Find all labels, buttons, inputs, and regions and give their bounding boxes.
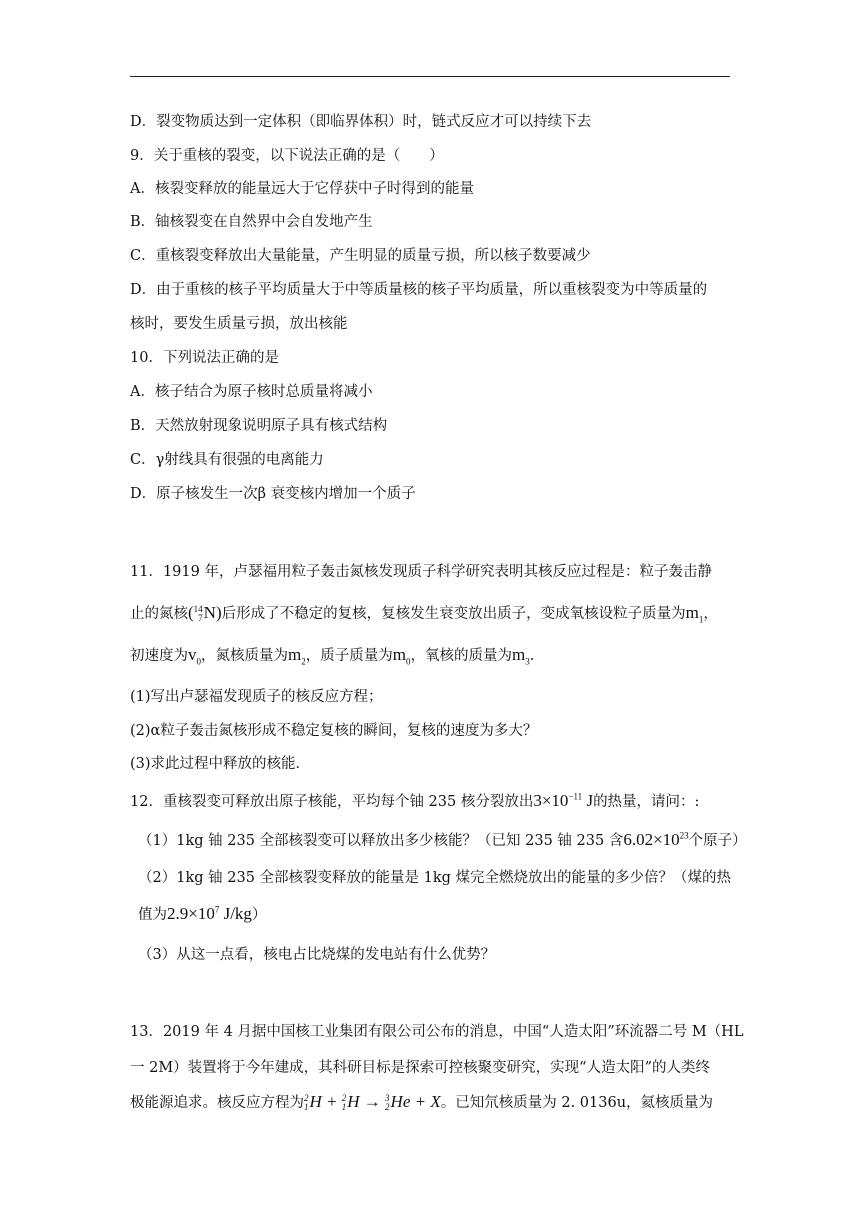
question-10-option-b: B．天然放射现象说明原子具有核式结构 [130, 418, 388, 434]
text-segment: 12．重核裂变可释放出原子核能，平均每个铀 235 核分裂放出 [130, 794, 534, 810]
text-segment: ，氧核的质量为 [410, 648, 512, 664]
nuclide-numbers [304, 1094, 309, 1112]
element-symbol: He [390, 1092, 411, 1111]
text-segment: 止的氮核 [130, 606, 188, 622]
question-9-stem: 9．关于重核的裂变，以下说法正确的是（ ） [130, 148, 444, 164]
value-base: 2.9×10 [167, 904, 215, 923]
unknown-particle: X [430, 1092, 441, 1111]
header-rule [130, 76, 730, 77]
text-segment: ，质子质量为 [305, 648, 393, 664]
plus-sign: + [321, 1092, 342, 1111]
nuclide-numbers [342, 1094, 347, 1112]
question-10-stem: 10．下列说法正确的是 [130, 350, 279, 366]
mass-number: 3 [385, 1093, 390, 1104]
symbol-m0 [392, 645, 411, 667]
question-9-option-d-line2: 核时，要发生质量亏损，放出核能 [130, 316, 348, 332]
text-segment: 。已知氘核质量为 2. 0136u，氦核质量为 [440, 1095, 714, 1111]
symbol-letter: m [392, 645, 406, 664]
symbol-subscript: 0 [405, 656, 411, 667]
text-segment: ，氮核质量为 [201, 648, 288, 664]
question-9-option-d-line1: D．由于重核的核子平均质量大于中等质量核的核子平均质量，所以重核裂变为中等质量的 [130, 282, 708, 298]
text-segment: 初速度为 [130, 648, 188, 664]
value-unit: J [582, 791, 594, 810]
reaction-arrow: → [359, 1092, 386, 1111]
text-segment: 个原子） [688, 833, 747, 849]
symbol-subscript: 3 [525, 656, 530, 667]
question-12-part2-line1: （2）1kg 铀 235 全部核裂变释放的能量是 1kg 煤完全燃烧放出的能量的多少倍？（煤的热 [138, 870, 732, 886]
symbol-m2 [288, 645, 306, 667]
text-segment: . [529, 648, 535, 664]
symbol-subscript: 1 [698, 614, 704, 625]
text-segment: （1）1kg 铀 235 全部核裂变可以释放出多少核能？（已知 235 铀 235 含 [138, 833, 624, 849]
question-11-part2: (2)α粒子轰击氮核形成不稳定复核的瞬间，复核的速度为多大？ [130, 723, 538, 739]
question-11-part1: (1)写出卢瑟福发现质子的核反应方程； [130, 689, 383, 705]
charge-number: 1 [341, 1102, 347, 1113]
charge-number: 7 [198, 613, 203, 624]
charge-number: 2 [385, 1102, 390, 1113]
value-exponent: −11 [568, 791, 583, 802]
question-13-line3 [130, 1092, 713, 1113]
nuclide-numbers [194, 605, 203, 623]
question-10-option-d: D．原子核发生一次β 衰变核内增加一个质子 [130, 486, 416, 502]
element-symbol: H [309, 1092, 322, 1111]
charge-number: 1 [304, 1102, 309, 1113]
symbol-v0 [188, 645, 201, 667]
element-symbol: N [203, 603, 216, 622]
value-base: 3×10 [533, 791, 569, 810]
mass-number: 2 [341, 1093, 347, 1104]
question-13-line2: 一 2M）装置将于今年建成，其科研目标是探索可控核聚变研究，实现“人造太阳”的人类终 [130, 1060, 711, 1076]
text-segment: 极能源追求。核反应方程为 [130, 1095, 304, 1111]
plus-sign: + [410, 1092, 431, 1111]
question-12-stem [130, 791, 699, 812]
nitrogen-nuclide: (14 7N) [188, 603, 222, 624]
symbol-letter: m [511, 645, 526, 664]
coal-heat-value [167, 904, 252, 923]
symbol-m1 [685, 603, 704, 625]
mass-number: 2 [304, 1093, 309, 1104]
question-10-option-a: A．核子结合为原子核时总质量将减小 [130, 384, 373, 400]
question-9-option-c: C．重核裂变释放出大量能量，产生明显的质量亏损，所以核子数要减少 [130, 248, 591, 264]
value-exponent: 7 [214, 904, 220, 915]
question-11-line2 [130, 603, 718, 624]
text-segment: 的热量，请问：: [593, 794, 700, 810]
question-9-option-b: B．铀核裂变在自然界中会自发地产生 [130, 214, 373, 230]
question-12-part1 [138, 830, 747, 851]
symbol-letter: m [288, 645, 302, 664]
question-11-part3: (3)求此过程中释放的核能． [130, 756, 311, 772]
nuclide-numbers [385, 1094, 390, 1112]
avogadro-value [623, 830, 688, 849]
text-segment: 值为 [138, 907, 167, 923]
question-11-line1: 11．1919 年，卢瑟福用粒子轰击氮核发现质子科学研究表明其核反应过程是：粒子轰击静 [130, 564, 712, 580]
question-13-line1: 13．2019 年 4 月据中国核工业集团有限公司公布的消息，中国“人造太阳”环流器二号 M（HL [130, 1024, 744, 1040]
question-10-option-c: C．γ射线具有很强的电离能力 [130, 452, 324, 468]
text-segment: ） [251, 907, 267, 923]
question-12-part3: （3）从这一点看，核电占比烧煤的发电站有什么优势？ [138, 947, 496, 963]
symbol-m3 [511, 645, 530, 667]
symbol-subscript: 0 [196, 656, 201, 667]
mass-number: 14 [193, 604, 203, 615]
symbol-letter: v [188, 645, 197, 664]
energy-value [533, 791, 593, 810]
question-9-option-a: A．核裂变释放的能量远大于它俘获中子时得到的能量 [130, 181, 474, 197]
value-exponent: 23 [679, 830, 689, 841]
symbol-subscript: 2 [301, 656, 306, 667]
value-base: 6.02×10 [623, 830, 680, 849]
nuclear-equation [304, 1092, 441, 1111]
text-segment: ， [703, 606, 718, 622]
option-d-text: D．裂变物质达到一定体积（即临界体积）时，链式反应才可以持续下去 [130, 114, 592, 130]
text-segment: 后形成了不稳定的复核，复核发生衰变放出质子，变成氧核设粒子质量为 [221, 606, 686, 622]
value-unit: J/kg [219, 904, 252, 923]
question-11-line3 [130, 645, 534, 666]
question-12-part2-line2 [138, 904, 266, 925]
element-symbol: H [347, 1092, 360, 1111]
symbol-letter: m [685, 603, 699, 622]
